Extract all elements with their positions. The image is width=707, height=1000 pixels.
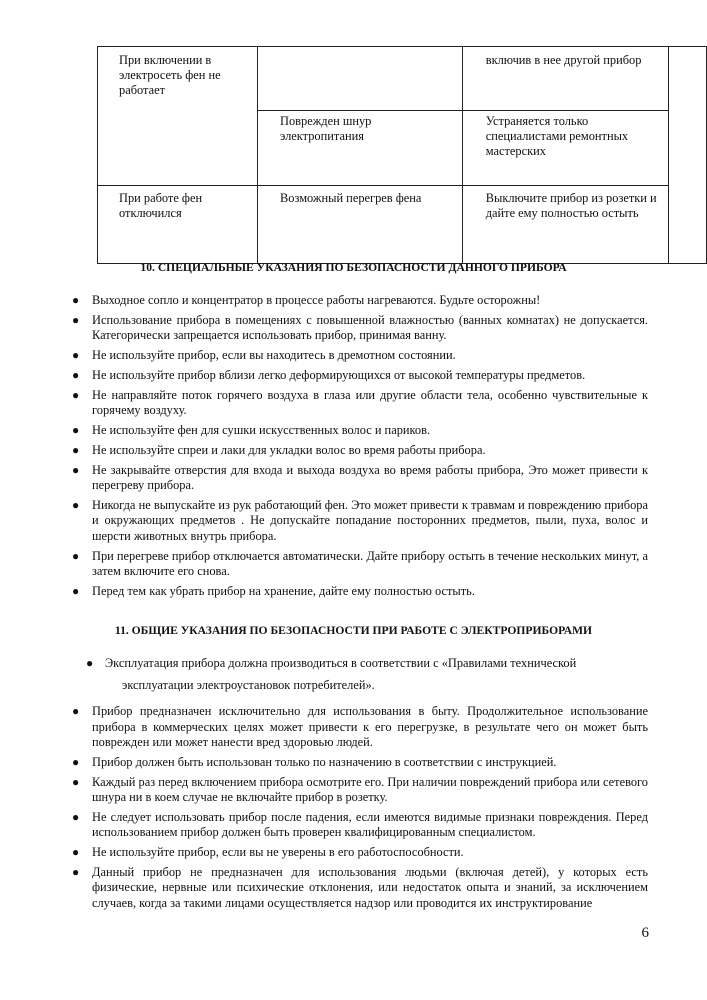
bullet-icon: ● <box>72 845 80 860</box>
bullet-icon: ● <box>72 809 80 824</box>
table-cell-solution: включив в нее другой прибор <box>462 47 668 111</box>
list-item: ● Не направляйте поток горячего воздуха в глаза или другие области тела, особенно чувствительные к горячему воздуху. <box>72 387 648 418</box>
page-number: 6 <box>641 925 649 941</box>
list-item: ● Прибор должен быть использован только по назначению в соответствии с инструкцией. <box>72 754 557 769</box>
bullet-icon: ● <box>72 348 80 363</box>
list-item: ● Не используйте фен для сушки искусственных волос и париков. <box>72 422 431 437</box>
bullet-icon: ● <box>72 422 80 437</box>
bullet-icon: ● <box>72 312 80 327</box>
section-11-heading: 11. ОБЩИЕ УКАЗАНИЯ ПО БЕЗОПАСНОСТИ ПРИ РАБОТЕ С ЭЛЕКТРОПРИБОРАМИ <box>114 624 593 637</box>
bullet-icon: ● <box>72 497 80 512</box>
list-item: ● Никогда не выпускайте из рук работающий фен. Это может привести к травмам и повреждению прибора и окружающих предметов . Не допускайте попадание посторонних предметов, пыли, пуха, волос и шерсти животных внутрь прибора. <box>72 497 648 543</box>
bullet-icon: ● <box>72 462 80 477</box>
list-item: ● Использование прибора в помещениях с повышенной влажностью (ванных комнатах) не допускается. Категорически запрещается использовать прибор, принимая ванну. <box>72 312 648 343</box>
list-item: ● Прибор предназначен исключительно для использования в быту. Продолжительное использование прибора в коммерческих целях может привести к его перегрузке, в результате чего он может быть поврежден или может нанести вред здоровью людей. <box>72 704 648 749</box>
troubleshooting-table <box>97 46 707 264</box>
list-item: ● Каждый раз перед включением прибора осмотрите его. При наличии повреждений прибора или сетевого шнура ни в коем случае не включайте прибор в розетку. <box>72 774 648 805</box>
intro-line: эксплуатации электроустановок потребителей». <box>122 678 375 692</box>
bullet-icon: ● <box>72 367 80 382</box>
bullet-icon: ● <box>72 583 80 598</box>
bullet-icon: ● <box>72 293 80 307</box>
list-item: ● Не используйте прибор, если вы находитесь в дремотном состоянии. <box>72 348 456 363</box>
list-item: ● При перегреве прибор отключается автоматически. Дайте прибору остыть в течение нескольких минут, а затем включите его снова. <box>72 548 648 579</box>
list-item: ● Не используйте прибор вблизи легко деформирующихся от высокой температуры предметов. <box>72 367 586 382</box>
table-cell-cause <box>258 47 463 111</box>
list-item: ● Перед тем как убрать прибор на хранение, дайте ему полностью остыть. <box>72 583 475 598</box>
bullet-icon: ● <box>72 774 80 789</box>
bullet-icon: ● <box>72 704 80 718</box>
list-item: ● Не используйте прибор, если вы не уверены в его работоспособности. <box>72 845 464 860</box>
table-cell-solution: Выключите прибор из розетки и дайте ему полностью остыть <box>462 186 668 264</box>
section-10-list <box>68 293 648 604</box>
bullet-icon: ● <box>72 864 80 879</box>
list-item: ● Не закрывайте отверстия для входа и выхода воздуха во время работы прибора, Это может привести к перегреву прибора. <box>72 462 648 493</box>
table-cell-cause: Поврежден шнур электропитания <box>258 111 463 186</box>
table-cell-solution: Устраняется только специалистами ремонтных мастерских <box>462 111 668 186</box>
list-item: ● Не используйте спреи и лаки для укладки волос во время работы прибора. <box>72 442 486 457</box>
section-11-intro <box>86 652 626 696</box>
intro-line: Эксплуатация прибора должна производиться в соответствии с «Правилами технической <box>105 656 577 670</box>
list-item: ● Данный прибор не предназначен для использования людьми (включая детей), у которых есть физические, нервные или психические отклонения, или недостаток опыта и знаний, за исключением случаев, когда за такими лицами осуществляется надзор или проводится их инструктирование <box>72 864 648 910</box>
table-cell-problem: При работе фен отключился <box>98 186 258 264</box>
bullet-icon: ● <box>72 387 80 402</box>
bullet-icon: ● <box>86 656 94 670</box>
bullet-icon: ● <box>72 754 80 769</box>
table-cell-cause: Возможный перегрев фена <box>258 186 463 264</box>
section-11-list <box>68 704 648 916</box>
table-cell-empty <box>668 47 706 264</box>
list-item: ● Не следует использовать прибор после падения, если имеются видимые признаки повреждения. Перед использованием прибор должен быть проверен квалифицированным специалистом. <box>72 809 648 840</box>
bullet-icon: ● <box>72 548 80 563</box>
section-10-heading: 10. СПЕЦИАЛЬНЫЕ УКАЗАНИЯ ПО БЕЗОПАСНОСТИ ДАННОГО ПРИБОРА <box>140 261 567 274</box>
bullet-icon: ● <box>72 442 80 457</box>
table-cell-problem: При включении в электросеть фен не работает <box>98 47 258 186</box>
table-row <box>98 186 707 264</box>
table-row <box>98 47 707 111</box>
list-item: ● Выходное сопло и концентратор в процессе работы нагреваются. Будьте осторожны! <box>72 293 541 307</box>
